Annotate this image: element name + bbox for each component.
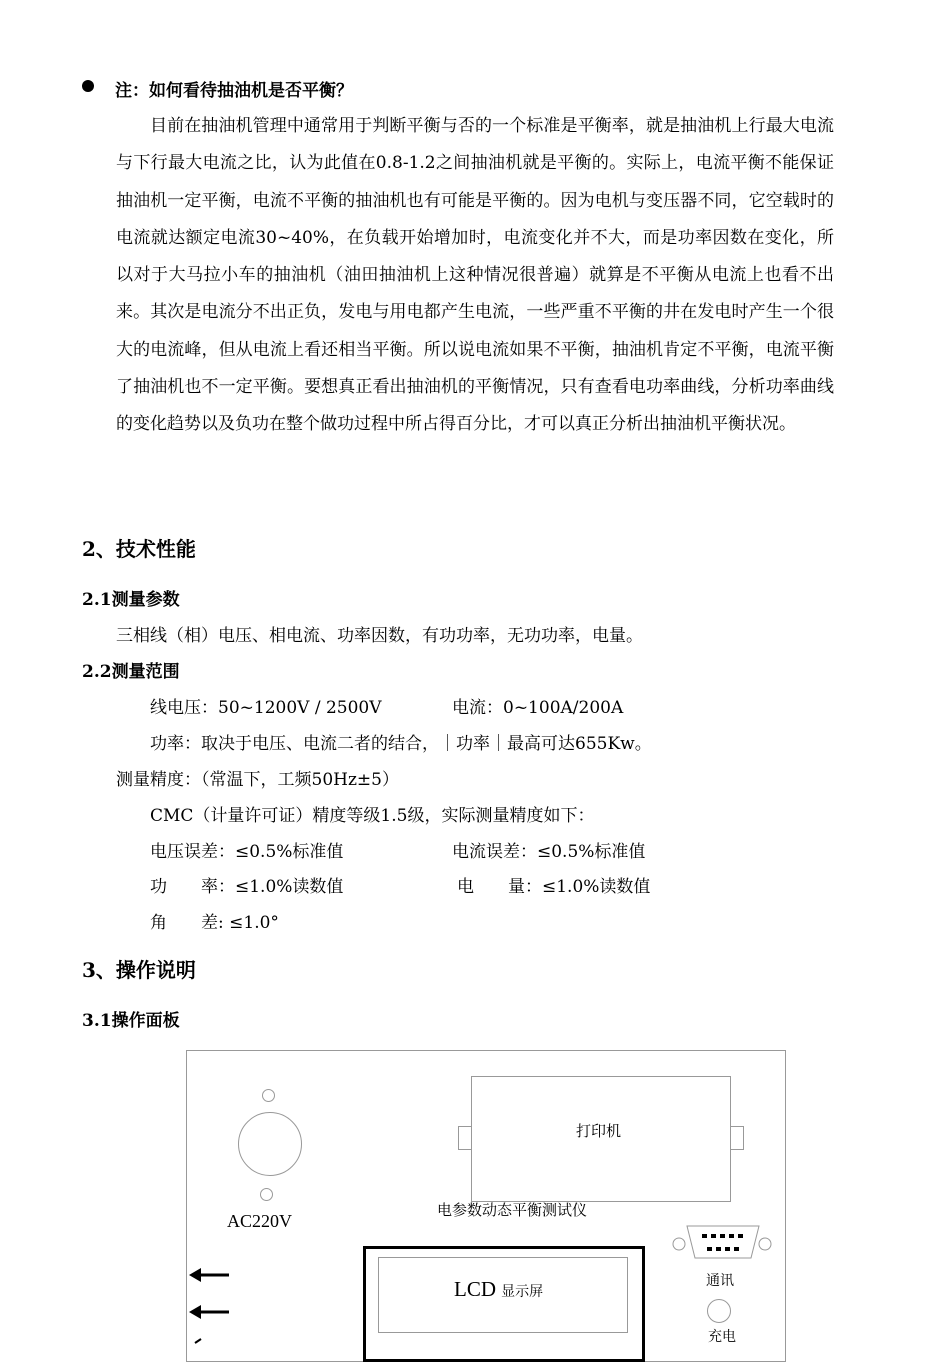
measure-params-text: 三相线（相）电压、相电流、功率因数，有功功率，无功功率，电量。 bbox=[116, 626, 643, 646]
charge-port bbox=[707, 1299, 731, 1323]
screw-hole-bottom bbox=[260, 1188, 273, 1201]
left-arrow-icon bbox=[189, 1305, 229, 1319]
accuracy-title: 测量精度：（常温下，工频50Hz±5） bbox=[116, 770, 399, 790]
ac220v-label: AC220V bbox=[227, 1211, 293, 1231]
current-error: 电流误差：≤0.5%标准值 bbox=[452, 842, 646, 862]
bullet-dot bbox=[82, 80, 94, 92]
serial-port-icon bbox=[671, 1222, 775, 1262]
voltage-range: 线电压：50~1200V / 2500V bbox=[150, 698, 382, 718]
power-range: 功率：取决于电压、电流二者的结合，｜功率｜最高可达655Kw。 bbox=[150, 734, 652, 754]
section-2-2-heading: 2.2测量范围 bbox=[82, 662, 180, 682]
angle-error: 角 差: ≤1.0° bbox=[150, 913, 279, 933]
arrow-partial-icon bbox=[193, 1338, 203, 1344]
screw-hole-top bbox=[262, 1089, 275, 1102]
current-range: 电流：0~100A/200A bbox=[452, 698, 624, 718]
charge-label: 充电 bbox=[708, 1329, 736, 1345]
voltage-error: 电压误差：≤0.5%标准值 bbox=[150, 842, 344, 862]
energy-error: 电 量：≤1.0%读数值 bbox=[457, 877, 651, 897]
printer-label: 打印机 bbox=[576, 1122, 622, 1140]
printer-right-tab bbox=[730, 1126, 744, 1150]
lcd-label-big: LCD bbox=[454, 1277, 496, 1301]
power-socket bbox=[238, 1112, 302, 1176]
printer-left-tab bbox=[458, 1126, 472, 1150]
section-2-heading: 2、技术性能 bbox=[82, 537, 196, 561]
note-paragraph bbox=[116, 108, 834, 444]
lcd-label-small: 显示屏 bbox=[501, 1284, 544, 1300]
note-title: 注：如何看待抽油机是否平衡？ bbox=[115, 81, 353, 101]
device-name-label: 电参数动态平衡测试仪 bbox=[437, 1201, 588, 1219]
note-paragraph-text: 目前在抽油机管理中通常用于判断平衡与否的一个标准是平衡率，就是抽油机上行最大电流与下行最大电流之比，认为此值在0.8-1.2之间抽油机就是平衡的。实际上，电流平衡不能保证抽油机一定平衡，电流不平衡的抽油机也有可能是平衡的。因为电机与变压器不同，它空载时的电流就达额定电流30~40%，在负载开始增加时，电流变化并不大，而是功率因数在变化，所以对于大马拉小车的抽油机（油田抽油机上这种情况很普遍）就算是不平衡从电流上也看不出来。其次是电流分不出正负，发电与用电都产生电流，一些严重不平衡的井在发电时产生一个很大的电流峰，但从电流上看还相当平衡。所以说电流如果不平衡，抽油机肯定不平衡，电流平衡了抽油机也不一定平衡。要想真正看出抽油机的平衡情况，只有查看电功率曲线，分析功率曲线的变化趋势以及负功在整个做功过程中所占得百分比，才可以真正分析出抽油机平衡状况。 bbox=[116, 116, 834, 435]
cmc-text: CMC（计量许可证）精度等级1.5级，实际测量精度如下： bbox=[150, 806, 595, 826]
lcd-label bbox=[454, 1277, 543, 1302]
section-3-1-heading: 3.1操作面板 bbox=[82, 1011, 180, 1031]
left-arrow-icon bbox=[189, 1268, 229, 1282]
section-3-heading: 3、操作说明 bbox=[82, 958, 196, 982]
comm-label: 通讯 bbox=[706, 1273, 734, 1289]
power-error: 功 率：≤1.0%读数值 bbox=[150, 877, 344, 897]
section-2-1-heading: 2.1测量参数 bbox=[82, 590, 180, 610]
